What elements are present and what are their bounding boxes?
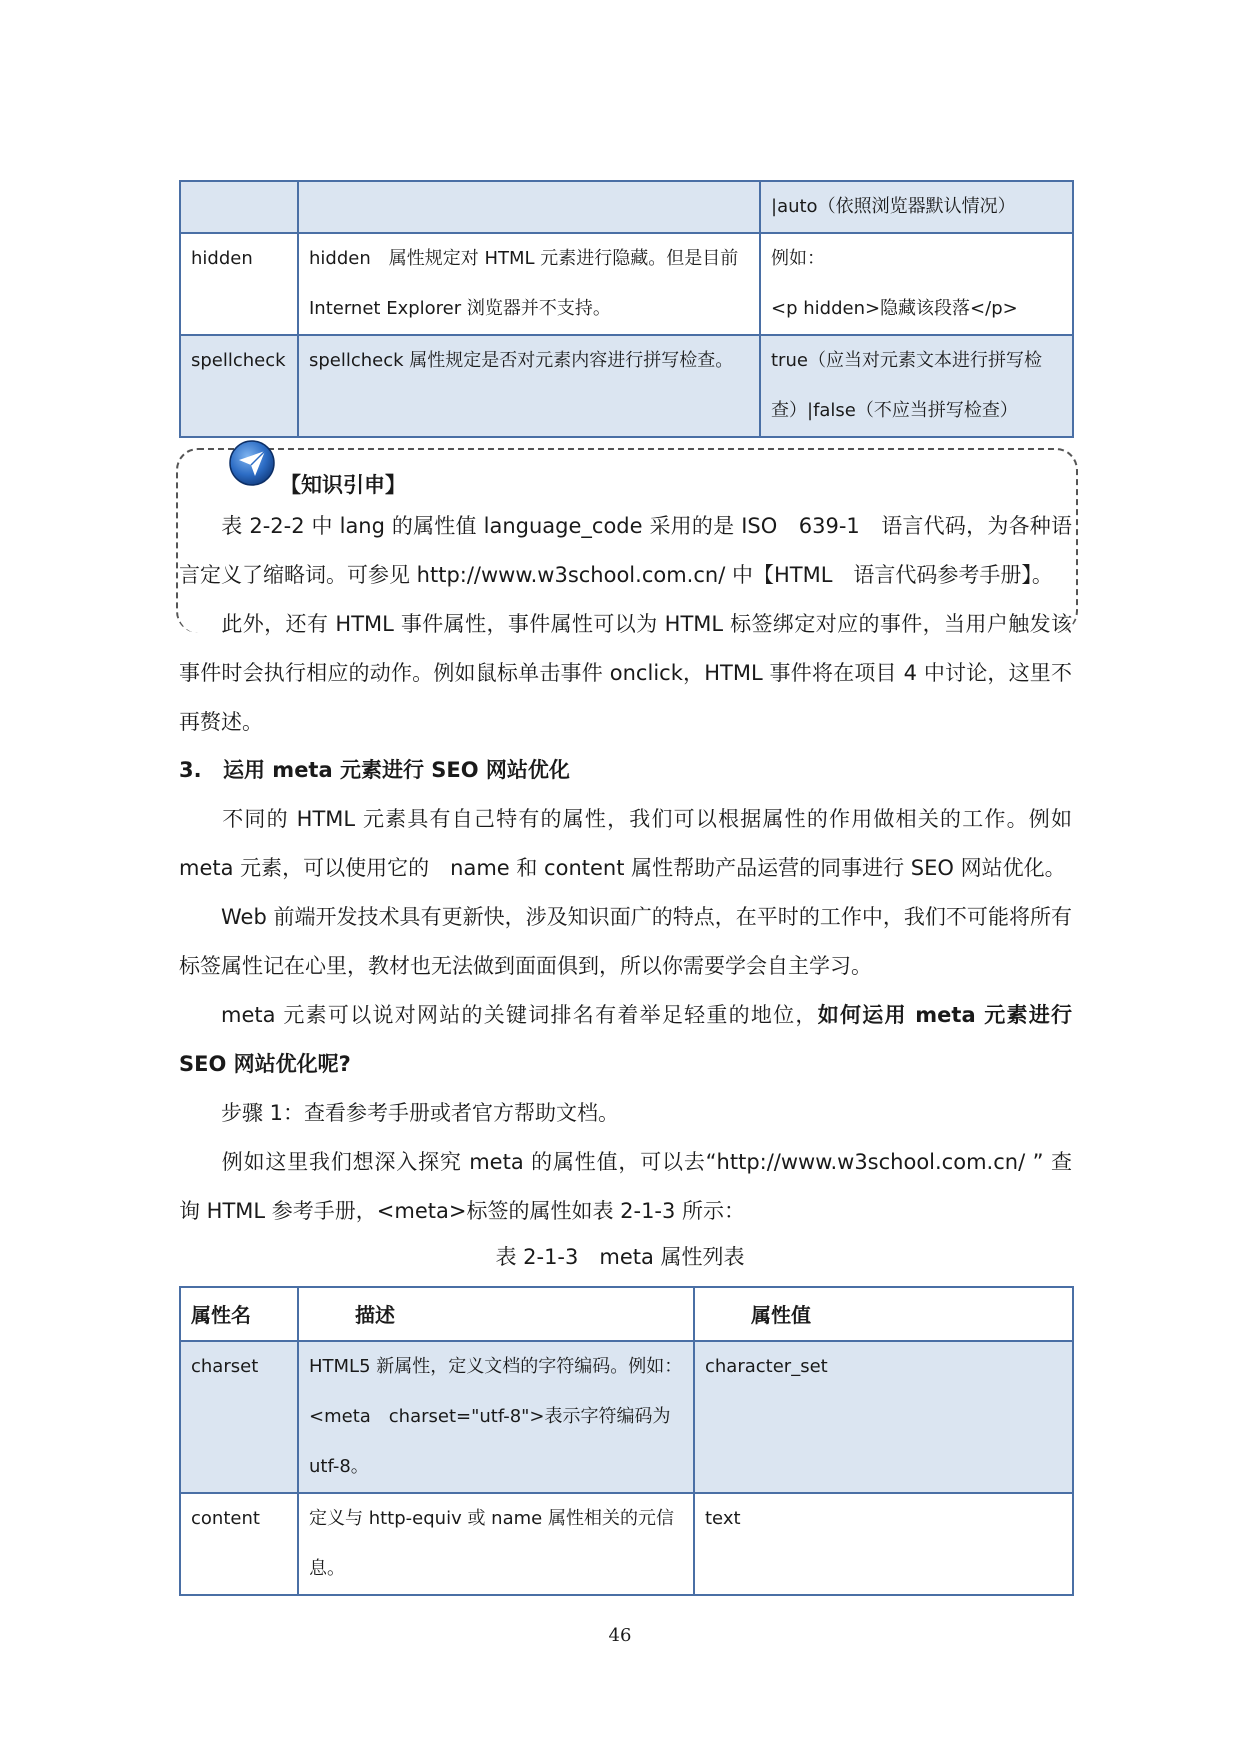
attribute-table-continued — [179, 180, 1074, 438]
header-desc: 描述 — [298, 1287, 694, 1341]
header-value: 属性值 — [694, 1287, 1073, 1341]
table-header-row — [180, 1287, 1073, 1341]
note-title: 【知识引申】 — [280, 473, 406, 497]
paragraph — [179, 600, 1072, 747]
table-row — [180, 1493, 1073, 1595]
cell-desc: hidden 属性规定对 HTML 元素进行隐藏。但是目前 Internet Explorer 浏览器并不支持。 — [298, 233, 760, 335]
paragraph — [179, 795, 1072, 893]
paragraph-text: meta 元素可以说对网站的关键词排名有着举足轻重的地位， — [221, 1003, 818, 1027]
paragraph — [179, 1089, 1072, 1138]
paper-plane-icon — [227, 438, 277, 488]
page-number: 46 — [608, 1625, 632, 1646]
value-line: 例如： — [771, 248, 825, 269]
heading-text: 运用 meta 元素进行 SEO 网站优化 — [223, 758, 570, 782]
section-heading — [179, 746, 570, 795]
cell-name — [180, 181, 298, 233]
cell-value: character_set — [694, 1341, 1073, 1493]
cell-desc: spellcheck 属性规定是否对元素内容进行拼写检查。 — [298, 335, 760, 437]
cell-value: text — [694, 1493, 1073, 1595]
cell-desc: HTML5 新属性，定义文档的字符编码。例如：<meta charset="utf-8">表示字符编码为 utf-8。 — [298, 1341, 694, 1493]
paragraph — [179, 991, 1072, 1089]
cell-name: charset — [180, 1341, 298, 1493]
table-caption: 表 2-1-3 meta 属性列表 — [495, 1245, 745, 1269]
cell-value: true（应当对元素文本进行拼写检查）|false（不应当拼写检查） — [760, 335, 1073, 437]
header-name: 属性名 — [180, 1287, 298, 1341]
paragraph-bold-text: 如何运用 meta 元素进行 SEO 网站优化呢? — [179, 1003, 1072, 1076]
note-text-content: 表 2-2-2 中 lang 的属性值 language_code 采用的是 ISO 639-1 语言代码，为各种语言定义了缩略词。可参见 http://www.w3school.com.cn/ 中【HTML 语言代码参考手册】。 — [179, 514, 1072, 587]
table-row — [180, 335, 1073, 437]
paragraph-text: 不同的 HTML 元素具有自己特有的属性，我们可以根据属性的作用做相关的工作。例如 meta 元素，可以使用它的 name 和 content 属性帮助产品运营的同事进行 SEO 网站优化。 — [179, 807, 1072, 880]
paragraph-text: 此外，还有 HTML 事件属性，事件属性可以为 HTML 标签绑定对应的事件，当用户触发该事件时会执行相应的动作。例如鼠标单击事件 onclick，HTML 事件将在项目 4 中讨论，这里不再赘述。 — [179, 612, 1072, 734]
cell-name: spellcheck — [180, 335, 298, 437]
cell-desc — [298, 181, 760, 233]
table-row — [180, 181, 1073, 233]
cell-name: hidden — [180, 233, 298, 335]
value-line: <p hidden>隐藏该段落</p> — [771, 298, 1018, 319]
table-row — [180, 1341, 1073, 1493]
paragraph — [179, 1138, 1072, 1236]
meta-attribute-table — [179, 1286, 1074, 1596]
heading-number: 3. — [179, 758, 202, 782]
paragraph-text: Web 前端开发技术具有更新快，涉及知识面广的特点，在平时的工作中，我们不可能将所有标签属性记在心里，教材也无法做到面面俱到，所以你需要学会自主学习。 — [179, 905, 1072, 978]
paragraph-text: 步骤 1：查看参考手册或者官方帮助文档。 — [221, 1101, 620, 1125]
cell-value — [760, 233, 1073, 335]
paragraph-text: 例如这里我们想深入探究 meta 的属性值，可以去“http://www.w3school.com.cn/ ” 查询 HTML 参考手册，<meta>标签的属性如表 2-1-3 所示： — [179, 1150, 1072, 1223]
table-row — [180, 233, 1073, 335]
cell-name: content — [180, 1493, 298, 1595]
cell-value: |auto（依照浏览器默认情况） — [760, 181, 1073, 233]
note-text — [179, 502, 1072, 600]
paragraph — [179, 893, 1072, 991]
cell-desc: 定义与 http-equiv 或 name 属性相关的元信息。 — [298, 1493, 694, 1595]
